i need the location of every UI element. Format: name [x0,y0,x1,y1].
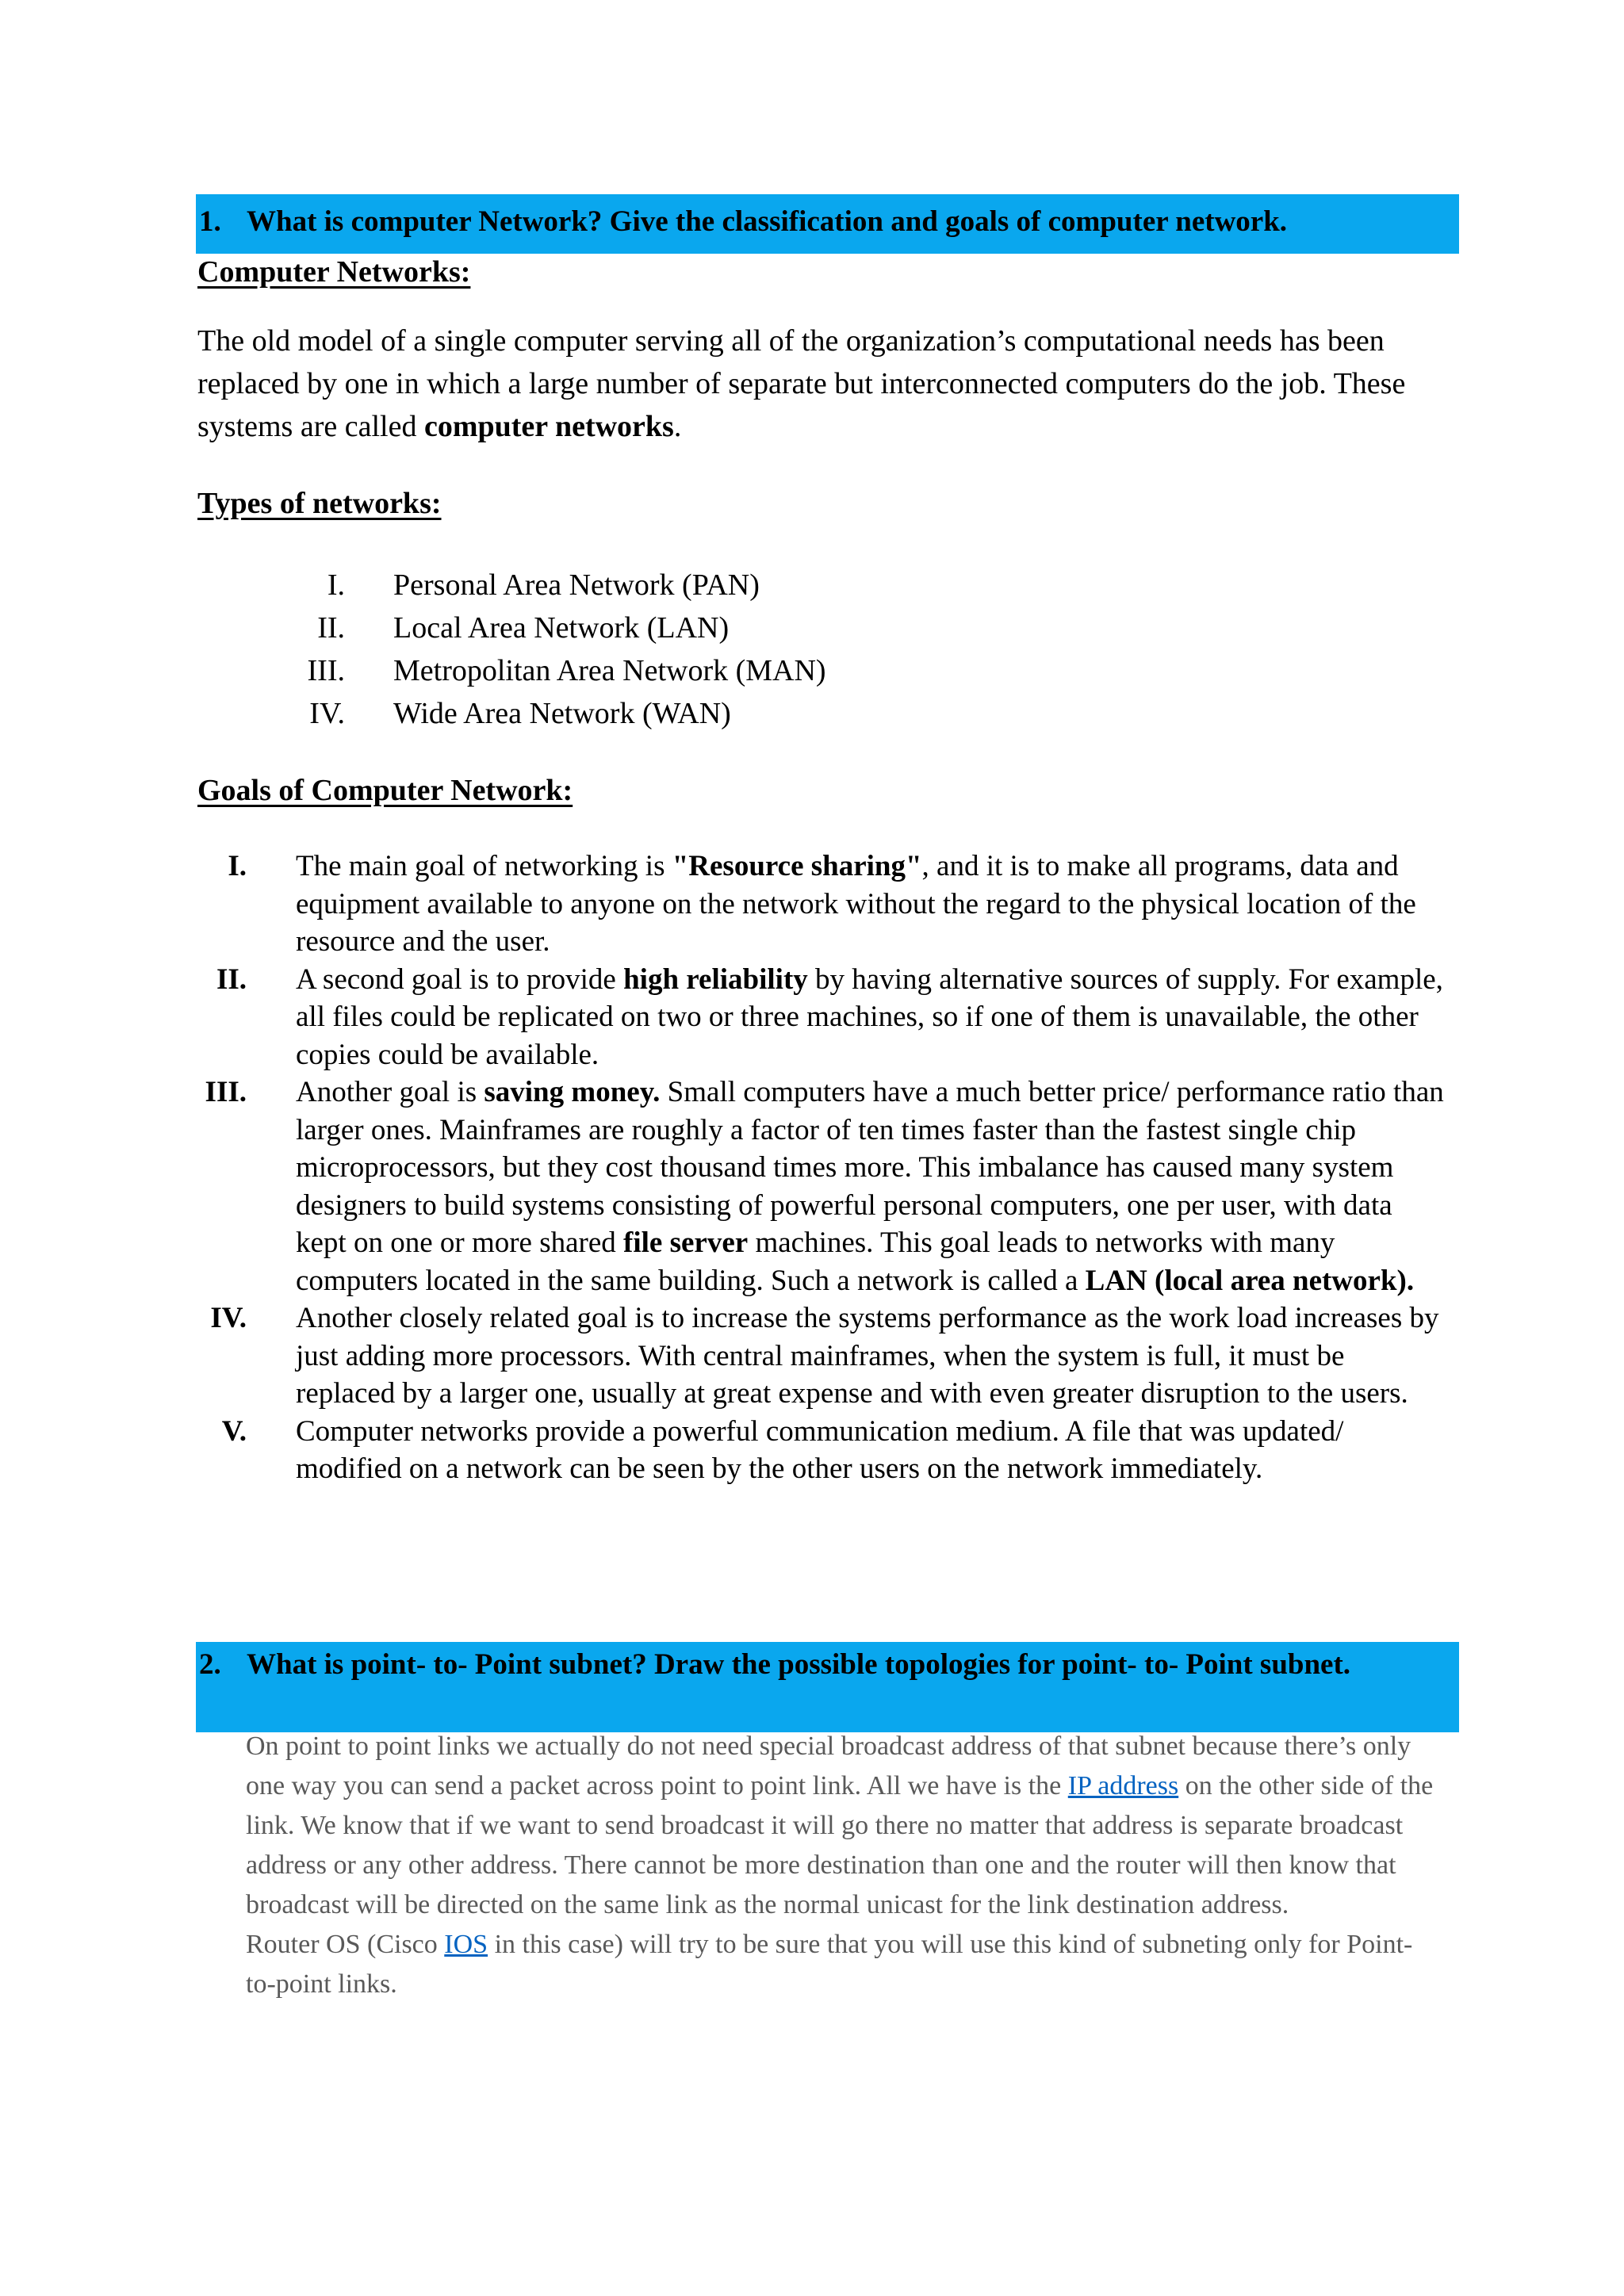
list-item [197,692,1149,735]
goal-text [296,1299,1446,1413]
goal-text [296,848,1446,961]
goal-text-part: Another closely related goal is to increase the systems performance as the work load increases by just adding more processors. With central mainframes, when the system is full, it must be replaced by a larger one, usually at great expense and with even greater disruption to the users. [296,1302,1439,1410]
computer-networks-heading: Computer Networks: [197,255,471,289]
goal-bold: saving money. [484,1076,661,1108]
goals-list [197,848,1446,1488]
types-heading: Types of networks: [197,487,442,520]
list-item [197,564,1149,607]
goal-item [197,1413,1446,1488]
goal-text-part: Another goal is [296,1076,485,1108]
goal-text-part: , and it is to make all programs, data and equipment available to anyone on the network without the regard to the physical location of the resource and the user. [296,850,1416,958]
goals-heading: Goals of Computer Network: [197,774,573,807]
goal-number: IV. [210,1302,247,1334]
paragraph-text: The old model of a single computer serving all of the organization’s computational needs has been replaced by one in which a large number of separate but interconnected computers do the job. These systems are called [197,324,1406,443]
goal-number: V. [221,1414,247,1448]
question-2-bar [196,1642,1459,1732]
list-item [197,649,1149,692]
goal-text [296,1073,1446,1299]
goal-text-part: A second goal is to provide [296,962,624,996]
list-item [197,607,1149,649]
ios-link[interactable]: IOS [444,1930,488,1959]
computer-networks-paragraph [197,320,1438,448]
list-label: Local Area Network (LAN) [393,611,730,645]
goal-bold: file server [623,1226,749,1259]
list-label: Personal Area Network (PAN) [393,568,760,602]
list-number: I. [327,568,345,602]
question-1-number: 1. [199,205,221,238]
goal-number: I. [228,850,247,882]
goal-item [197,1299,1446,1413]
goal-number: III. [205,1076,247,1108]
paragraph-bold: computer networks [423,410,674,443]
types-list [197,564,1149,735]
list-number: III. [307,654,345,687]
list-label: Wide Area Network (WAN) [393,697,731,730]
question-1-text: What is computer Network? Give the classification and goals of computer network. [247,205,1288,238]
goal-bold: "Resource sharing" [672,850,922,882]
question-2-number: 2. [199,1648,221,1681]
ip-address-link[interactable]: IP address [1067,1771,1179,1800]
question-1-bar [196,194,1459,254]
answer-2-text [246,1727,1435,2004]
goal-text-part: Computer networks provide a powerful communication medium. A file that was updated/ modified on a network can be seen by the other users on the network immediately. [296,1414,1344,1485]
goal-item [197,961,1446,1074]
answer-text-part: Router OS (Cisco [246,1930,445,1959]
list-label: Metropolitan Area Network (MAN) [393,654,826,687]
goal-text-part: Small computers have a much better price/ performance ratio than larger ones. Mainframes are roughly a factor of ten times faster than the fastest single chip microprocessors, but they cost thousand times more. This imbalance has caused many system designers to build systems consisting of powerful personal computers, one per user, with data kept on one or more shared [296,1076,1444,1259]
goal-bold: LAN (local area network). [1085,1264,1415,1297]
paragraph-text-end: . [673,410,682,443]
goal-text-part: The main goal of networking is [296,850,672,882]
question-2-text: What is point- to- Point subnet? Draw the possible topologies for point- to- Point subnet. [247,1648,1351,1681]
list-number: IV. [309,697,345,730]
answer-paragraph [246,1925,1435,2004]
goal-item [197,1073,1446,1299]
goal-text [296,1413,1446,1488]
goal-bold: high reliability [623,962,808,996]
answer-text-part: in this case) will try to be sure that you will use this kind of subneting only for Point-to-point links. [246,1930,1413,1999]
goal-text-part: by having alternative sources of supply. For example, all files could be replicated on two or three machines, so if one of them is unavailable, the other copies could be available. [296,962,1443,1071]
goal-item [197,848,1446,961]
list-number: II. [317,611,345,645]
answer-paragraph [246,1727,1435,1925]
goal-number: II. [216,962,247,996]
answer-text-part: On point to point links we actually do not need special broadcast address of that subnet because there’s only one way you can send a packet across point to point link. All we have is the [246,1732,1411,1800]
answer-text-part: on the other side of the link. We know that if we want to send broadcast it will go there no matter that address is separate broadcast address or any other address. There cannot be more destination than one and the router will then know that broadcast will be directed on the same link as the normal unicast for the link destination address. [246,1771,1434,1919]
goal-text [296,961,1446,1074]
goal-text-part: machines. This goal leads to networks with many computers located in the same building. Such a network is called a [296,1226,1335,1297]
